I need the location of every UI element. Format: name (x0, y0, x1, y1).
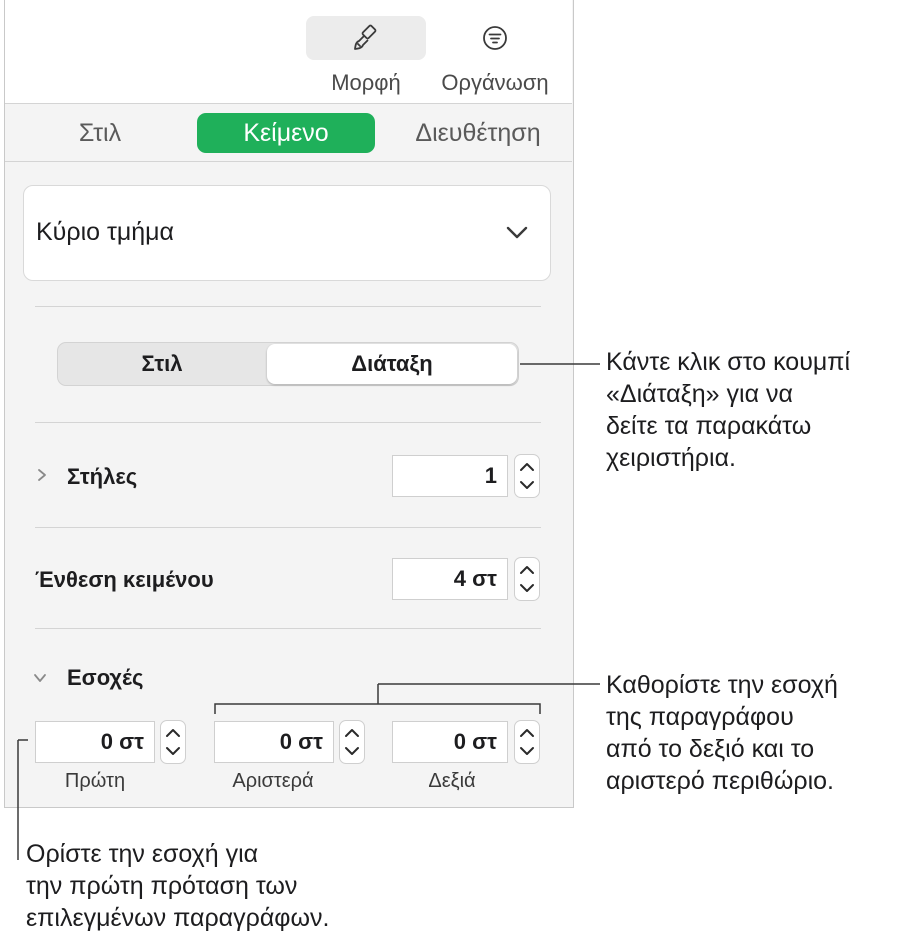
callout-line: «Διάταξη» για να (606, 380, 793, 408)
tab-layout[interactable]: Διευθέτηση (415, 119, 541, 147)
tab-text[interactable]: Κείμενο (197, 113, 375, 153)
left-indent-label: Αριστερά (232, 770, 314, 792)
callout-line: Ορίστε την εσοχή για (26, 840, 259, 868)
paragraph-style-value: Κύριο τμήμα (36, 218, 175, 246)
text-inset-label: Ένθεση κειμένου (35, 567, 214, 592)
segment-style[interactable]: Στιλ (141, 351, 183, 376)
right-indent-label: Δεξιά (428, 770, 476, 792)
callout-line: δείτε τα παρακάτω (606, 412, 812, 440)
callout-first-indent (26, 838, 329, 934)
callout-line: Καθορίστε την εσοχή (606, 671, 838, 699)
format-button-label: Μορφή (331, 70, 401, 95)
tab-style[interactable]: Στιλ (78, 119, 122, 147)
indents-label: Εσοχές (67, 665, 144, 690)
first-indent-label: Πρώτη (64, 770, 126, 792)
callout-layout-button (606, 346, 850, 474)
right-indent-field[interactable]: 0 στ (392, 721, 508, 763)
callout-line: αριστερό περιθώριο. (606, 767, 834, 795)
columns-field[interactable]: 1 (392, 455, 508, 497)
callout-left-right-indent (606, 669, 838, 797)
first-indent-field[interactable]: 0 στ (35, 721, 155, 763)
callout-line: της παραγράφου (606, 703, 794, 731)
callout-line: από το δεξιό και το (606, 735, 815, 763)
callout-line: την πρώτη πρόταση των (26, 872, 298, 900)
text-inset-field[interactable]: 4 στ (392, 558, 508, 600)
left-indent-field[interactable]: 0 στ (214, 721, 334, 763)
callout-line: Κάντε κλικ στο κουμπί (606, 348, 851, 376)
arrange-button-label: Οργάνωση (441, 70, 549, 95)
callout-line: επιλεγμένων παραγράφων. (26, 904, 330, 932)
segment-layout[interactable]: Διάταξη (267, 344, 517, 384)
callout-line: χειριστήρια. (606, 444, 736, 472)
columns-label: Στήλες (67, 464, 138, 489)
